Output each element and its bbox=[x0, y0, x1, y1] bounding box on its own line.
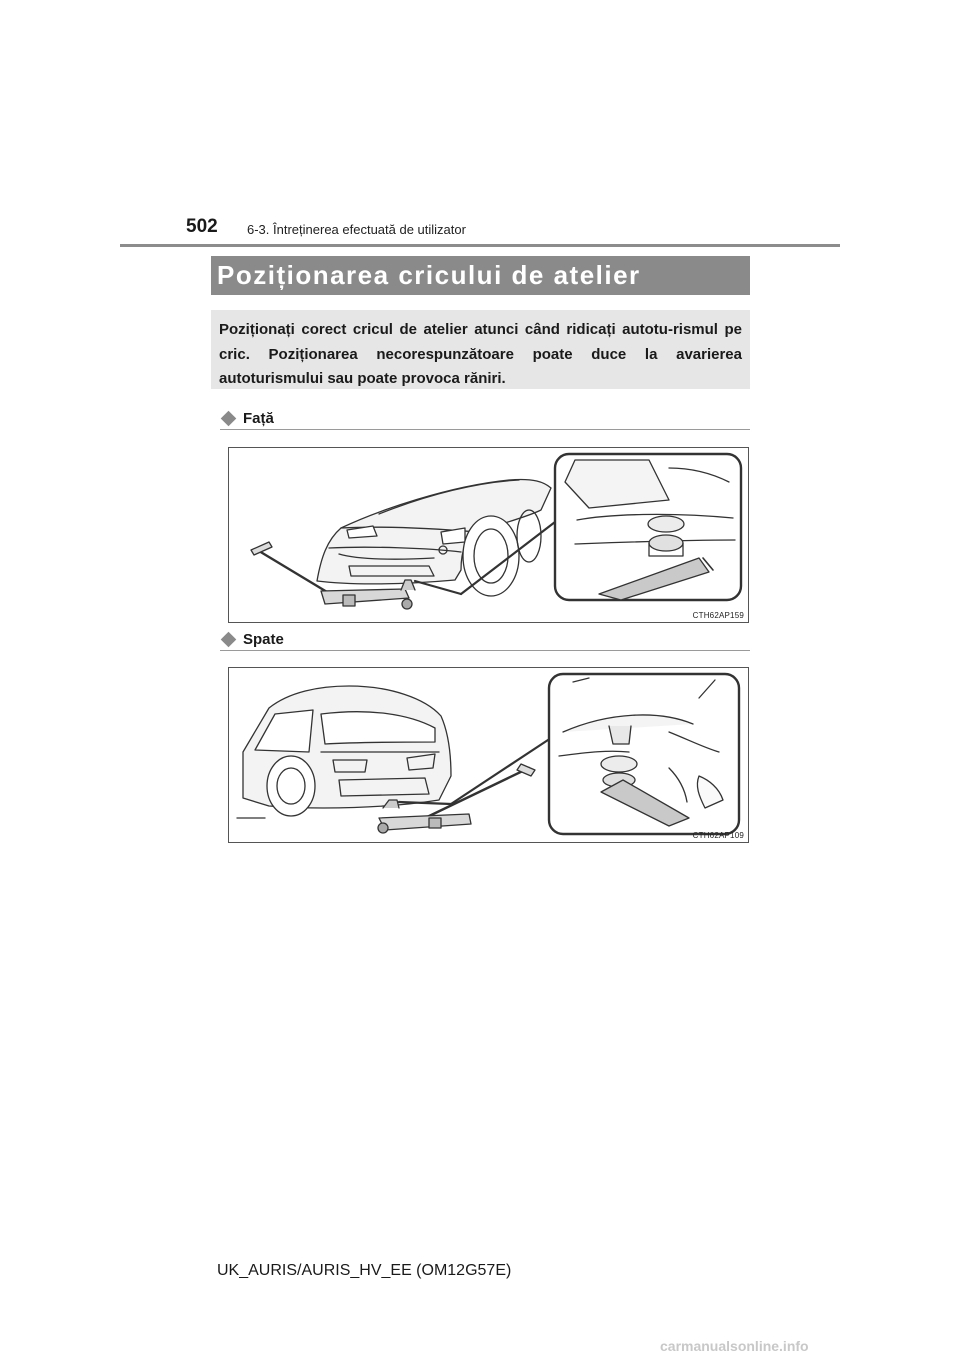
subheading-front-label: Față bbox=[243, 409, 274, 427]
front-jack-figure bbox=[228, 447, 749, 623]
rear-jack-illustration bbox=[229, 668, 748, 842]
intro-box bbox=[211, 310, 750, 389]
front-jack-illustration bbox=[229, 448, 748, 622]
subheading-front bbox=[220, 407, 750, 430]
subheading-rear-label: Spate bbox=[243, 630, 284, 648]
intro-text: Poziționați corect cricul de atelier atunci când ridicați autotu-rismul pe cric. Poziționarea necorespunzătoare poate duce la avarierea autoturismului sau poate provoca răniri. bbox=[219, 321, 742, 387]
subheading-rear bbox=[220, 628, 750, 651]
front-figure-code: CTH62AP159 bbox=[692, 611, 744, 620]
rear-jack-figure bbox=[228, 667, 749, 843]
diamond-bullet-icon bbox=[221, 410, 237, 426]
section-title-text: Poziționarea cricului de atelier bbox=[217, 260, 641, 290]
section-title bbox=[211, 256, 750, 295]
rear-figure-code: CTH62AP109 bbox=[692, 831, 744, 840]
watermark: carmanualsonline.info bbox=[660, 1338, 809, 1354]
chapter-heading: 6-3. Întreținerea efectuată de utilizator bbox=[247, 222, 466, 237]
header-divider bbox=[120, 244, 840, 247]
page-number: 502 bbox=[186, 216, 218, 237]
footer-model-code: UK_AURIS/AURIS_HV_EE (OM12G57E) bbox=[217, 1262, 512, 1279]
diamond-bullet-icon bbox=[221, 631, 237, 647]
